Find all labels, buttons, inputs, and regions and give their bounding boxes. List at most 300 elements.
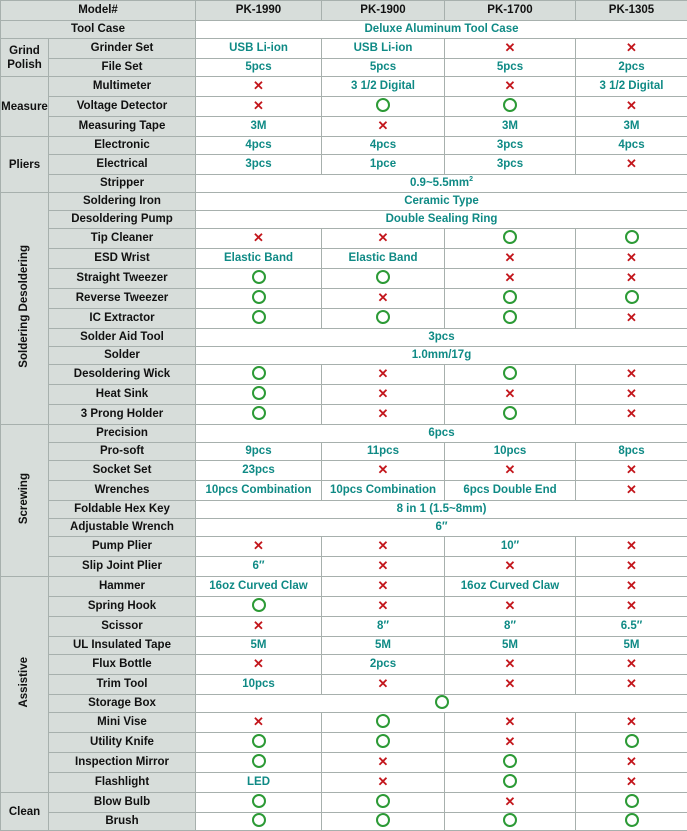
red-cross-icon: ✕: [626, 462, 637, 477]
green-circle-icon: [503, 754, 517, 768]
green-circle-icon: [252, 406, 266, 420]
value-cell: [576, 773, 687, 793]
green-circle-icon: [252, 270, 266, 284]
value-cell: [322, 405, 445, 425]
tool-case-label: Tool Case: [1, 21, 196, 39]
red-cross-icon: ✕: [626, 656, 637, 671]
value-cell: [322, 365, 445, 385]
value-cell: [576, 753, 687, 773]
value-cell: 23pcs: [196, 461, 322, 481]
value-cell: 3M: [196, 117, 322, 137]
value-cell: [322, 289, 445, 309]
table-row: [1, 309, 687, 329]
value-cell: [445, 97, 576, 117]
table-row: [1, 249, 687, 269]
green-circle-icon: [503, 813, 517, 827]
value-cell: [576, 481, 687, 501]
red-cross-icon: ✕: [378, 538, 389, 553]
spanned-value: 6pcs: [196, 425, 687, 443]
table-row: [1, 39, 687, 59]
value-cell: 5pcs: [445, 59, 576, 77]
red-cross-icon: ✕: [505, 794, 516, 809]
value-cell: [322, 309, 445, 329]
item-label: Foldable Hex Key: [49, 501, 196, 519]
table-row: [1, 655, 687, 675]
value-cell: 16oz Curved Claw: [445, 577, 576, 597]
green-circle-icon: [503, 290, 517, 304]
red-cross-icon: ✕: [626, 482, 637, 497]
value-cell: [576, 713, 687, 733]
value-cell: 10pcs Combination: [196, 481, 322, 501]
red-cross-icon: ✕: [505, 558, 516, 573]
tool-case-row: [1, 21, 687, 39]
red-cross-icon: ✕: [378, 676, 389, 691]
item-label: Brush: [49, 813, 196, 831]
item-label: Stripper: [49, 175, 196, 193]
red-cross-icon: ✕: [253, 714, 264, 729]
value-cell: [322, 269, 445, 289]
value-cell: 10pcs: [445, 443, 576, 461]
value-cell: [576, 405, 687, 425]
value-cell: USB Li-ion: [196, 39, 322, 59]
red-cross-icon: ✕: [378, 754, 389, 769]
item-label: Grinder Set: [49, 39, 196, 59]
model-label: Model#: [1, 1, 196, 21]
green-circle-icon: [503, 230, 517, 244]
red-cross-icon: ✕: [505, 656, 516, 671]
value-cell: 3pcs: [445, 155, 576, 175]
value-cell: [576, 249, 687, 269]
value-cell: [322, 97, 445, 117]
item-label: Utility Knife: [49, 733, 196, 753]
item-label: Tip Cleaner: [49, 229, 196, 249]
red-cross-icon: ✕: [378, 578, 389, 593]
item-label: UL Insulated Tape: [49, 637, 196, 655]
spanned-value: Ceramic Type: [196, 193, 687, 211]
value-cell: [445, 461, 576, 481]
value-cell: [576, 577, 687, 597]
green-circle-icon: [252, 386, 266, 400]
value-cell: 8″: [445, 617, 576, 637]
item-label: Heat Sink: [49, 385, 196, 405]
table-row: [1, 229, 687, 249]
red-cross-icon: ✕: [505, 462, 516, 477]
table-row: [1, 443, 687, 461]
table-row: [1, 405, 687, 425]
table-row: [1, 713, 687, 733]
model-header: PK-1700: [445, 1, 576, 21]
value-cell: [576, 229, 687, 249]
red-cross-icon: ✕: [626, 774, 637, 789]
value-cell: [196, 733, 322, 753]
item-label: Socket Set: [49, 461, 196, 481]
item-label: Flashlight: [49, 773, 196, 793]
item-label: Mini Vise: [49, 713, 196, 733]
red-cross-icon: ✕: [626, 156, 637, 171]
table-row: [1, 557, 687, 577]
item-label: Soldering Iron: [49, 193, 196, 211]
item-label: ESD Wrist: [49, 249, 196, 269]
table-row: [1, 59, 687, 77]
green-circle-icon: [252, 794, 266, 808]
value-cell: [196, 269, 322, 289]
red-cross-icon: ✕: [505, 714, 516, 729]
table-row: [1, 537, 687, 557]
table-row: [1, 577, 687, 597]
table-row: [1, 97, 687, 117]
value-cell: [445, 385, 576, 405]
item-label: Slip Joint Plier: [49, 557, 196, 577]
red-cross-icon: ✕: [505, 78, 516, 93]
green-circle-icon: [625, 813, 639, 827]
table-row: [1, 773, 687, 793]
group-label: Grind Polish: [1, 39, 49, 77]
value-cell: [576, 597, 687, 617]
red-cross-icon: ✕: [378, 290, 389, 305]
value-cell: [322, 229, 445, 249]
group-label: Measure: [1, 77, 49, 137]
green-circle-icon: [252, 598, 266, 612]
value-cell: [322, 461, 445, 481]
item-label: Solder Aid Tool: [49, 329, 196, 347]
red-cross-icon: ✕: [378, 598, 389, 613]
red-cross-icon: ✕: [253, 618, 264, 633]
value-cell: [322, 733, 445, 753]
value-cell: [196, 97, 322, 117]
table-row: [1, 813, 687, 831]
table-row: [1, 733, 687, 753]
red-cross-icon: ✕: [626, 270, 637, 285]
table-row: [1, 175, 687, 193]
value-cell: 8pcs: [576, 443, 687, 461]
value-cell: [445, 229, 576, 249]
item-label: Multimeter: [49, 77, 196, 97]
value-cell: 10pcs: [196, 675, 322, 695]
item-label: Reverse Tweezer: [49, 289, 196, 309]
green-circle-icon: [503, 774, 517, 788]
value-cell: 3pcs: [445, 137, 576, 155]
group-label: Clean: [1, 793, 49, 831]
red-cross-icon: ✕: [626, 538, 637, 553]
table-row: [1, 461, 687, 481]
table-row: [1, 269, 687, 289]
table-row: [1, 155, 687, 175]
value-cell: [576, 155, 687, 175]
value-cell: Elastic Band: [322, 249, 445, 269]
red-cross-icon: ✕: [253, 78, 264, 93]
item-label: Scissor: [49, 617, 196, 637]
value-cell: 1pce: [322, 155, 445, 175]
value-cell: USB Li-ion: [322, 39, 445, 59]
group-label: [1, 425, 49, 577]
green-circle-icon: [252, 734, 266, 748]
green-circle-icon: [376, 734, 390, 748]
value-cell: [196, 597, 322, 617]
item-label: Measuring Tape: [49, 117, 196, 137]
value-cell: 10pcs Combination: [322, 481, 445, 501]
value-cell: [445, 309, 576, 329]
table-row: [1, 519, 687, 537]
value-cell: 6pcs Double End: [445, 481, 576, 501]
spanned-value: 3pcs: [196, 329, 687, 347]
red-cross-icon: ✕: [378, 462, 389, 477]
red-cross-icon: ✕: [626, 406, 637, 421]
item-label: Voltage Detector: [49, 97, 196, 117]
red-cross-icon: ✕: [626, 714, 637, 729]
table-row: [1, 211, 687, 229]
red-cross-icon: ✕: [505, 270, 516, 285]
value-cell: [196, 385, 322, 405]
item-label: Pump Plier: [49, 537, 196, 557]
red-cross-icon: ✕: [378, 230, 389, 245]
group-label-text: Soldering Desoldering: [18, 245, 31, 368]
item-label: Electrical: [49, 155, 196, 175]
table-row: [1, 425, 687, 443]
value-cell: 5M: [445, 637, 576, 655]
item-label: Flux Bottle: [49, 655, 196, 675]
red-cross-icon: ✕: [378, 386, 389, 401]
red-cross-icon: ✕: [626, 754, 637, 769]
value-cell: [322, 753, 445, 773]
value-cell: [196, 289, 322, 309]
value-cell: [576, 97, 687, 117]
model-header: PK-1305: [576, 1, 687, 21]
red-cross-icon: ✕: [626, 386, 637, 401]
value-cell: [576, 793, 687, 813]
group-label: [1, 193, 49, 425]
value-cell: [196, 713, 322, 733]
value-cell: [576, 675, 687, 695]
value-cell: [322, 537, 445, 557]
value-cell: 5M: [196, 637, 322, 655]
green-circle-icon: [625, 290, 639, 304]
value-cell: [196, 77, 322, 97]
value-cell: [445, 77, 576, 97]
value-cell: [445, 365, 576, 385]
value-cell: [322, 557, 445, 577]
item-label: File Set: [49, 59, 196, 77]
value-cell: [445, 753, 576, 773]
table-row: [1, 501, 687, 519]
value-cell: [322, 597, 445, 617]
value-cell: [576, 537, 687, 557]
table-row: [1, 481, 687, 501]
value-cell: 3M: [445, 117, 576, 137]
table-row: [1, 347, 687, 365]
value-cell: 5M: [322, 637, 445, 655]
item-label: Blow Bulb: [49, 793, 196, 813]
value-cell: 8″: [322, 617, 445, 637]
value-cell: [576, 655, 687, 675]
value-cell: 6.5″: [576, 617, 687, 637]
value-cell: [196, 617, 322, 637]
spanned-value: 1.0mm/17g: [196, 347, 687, 365]
red-cross-icon: ✕: [378, 774, 389, 789]
red-cross-icon: ✕: [505, 250, 516, 265]
header-row: [1, 1, 687, 21]
value-cell: [196, 793, 322, 813]
red-cross-icon: ✕: [253, 230, 264, 245]
value-cell: [322, 793, 445, 813]
table-row: [1, 385, 687, 405]
table-row: [1, 793, 687, 813]
red-cross-icon: ✕: [626, 98, 637, 113]
value-cell: [196, 537, 322, 557]
item-label: Pro-soft: [49, 443, 196, 461]
value-cell: 9pcs: [196, 443, 322, 461]
red-cross-icon: ✕: [253, 98, 264, 113]
value-cell: [445, 557, 576, 577]
value-cell: Elastic Band: [196, 249, 322, 269]
value-cell: 4pcs: [322, 137, 445, 155]
value-cell: 5pcs: [322, 59, 445, 77]
group-label: [1, 577, 49, 793]
red-cross-icon: ✕: [253, 538, 264, 553]
item-label: Spring Hook: [49, 597, 196, 617]
table-row: [1, 637, 687, 655]
green-circle-icon: [252, 813, 266, 827]
red-cross-icon: ✕: [626, 310, 637, 325]
table-row: [1, 597, 687, 617]
green-circle-icon: [376, 270, 390, 284]
value-cell: [322, 675, 445, 695]
red-cross-icon: ✕: [505, 40, 516, 55]
value-cell: 6″: [196, 557, 322, 577]
value-cell: [576, 309, 687, 329]
green-circle-icon: [252, 754, 266, 768]
green-circle-icon: [625, 230, 639, 244]
value-cell: [576, 269, 687, 289]
red-cross-icon: ✕: [505, 676, 516, 691]
model-header: PK-1990: [196, 1, 322, 21]
table-row: [1, 329, 687, 347]
item-label: Adjustable Wrench: [49, 519, 196, 537]
spanned-value: Double Sealing Ring: [196, 211, 687, 229]
value-cell: 10″: [445, 537, 576, 557]
value-cell: [322, 117, 445, 137]
red-cross-icon: ✕: [505, 386, 516, 401]
green-circle-icon: [376, 310, 390, 324]
value-cell: [196, 309, 322, 329]
item-label: IC Extractor: [49, 309, 196, 329]
value-cell: [445, 813, 576, 831]
table-row: [1, 77, 687, 97]
value-cell: [322, 385, 445, 405]
red-cross-icon: ✕: [505, 734, 516, 749]
red-cross-icon: ✕: [626, 578, 637, 593]
table-row: [1, 617, 687, 637]
value-cell: [576, 813, 687, 831]
value-cell: 5pcs: [196, 59, 322, 77]
table-row: [1, 117, 687, 137]
value-cell: 2pcs: [576, 59, 687, 77]
table-row: [1, 365, 687, 385]
value-cell: [445, 39, 576, 59]
green-circle-icon: [376, 794, 390, 808]
table-row: [1, 137, 687, 155]
green-circle-icon: [376, 813, 390, 827]
value-cell: 4pcs: [576, 137, 687, 155]
value-cell: [445, 655, 576, 675]
green-circle-icon: [503, 98, 517, 112]
red-cross-icon: ✕: [378, 406, 389, 421]
item-label: Wrenches: [49, 481, 196, 501]
value-cell: [322, 577, 445, 597]
value-cell: 2pcs: [322, 655, 445, 675]
value-cell: 3 1/2 Digital: [322, 77, 445, 97]
value-cell: [576, 733, 687, 753]
green-circle-icon: [435, 695, 449, 709]
item-label: Solder: [49, 347, 196, 365]
item-label: Hammer: [49, 577, 196, 597]
value-cell: 11pcs: [322, 443, 445, 461]
value-cell: 5M: [576, 637, 687, 655]
red-cross-icon: ✕: [378, 558, 389, 573]
value-cell: [322, 773, 445, 793]
value-cell: [576, 557, 687, 577]
green-circle-icon: [503, 366, 517, 380]
value-cell: [196, 405, 322, 425]
red-cross-icon: ✕: [378, 118, 389, 133]
green-circle-icon: [503, 310, 517, 324]
model-header: PK-1900: [322, 1, 445, 21]
item-label: Inspection Mirror: [49, 753, 196, 773]
red-cross-icon: ✕: [378, 366, 389, 381]
value-cell: [322, 713, 445, 733]
value-cell: [322, 813, 445, 831]
value-cell: [196, 813, 322, 831]
red-cross-icon: ✕: [626, 598, 637, 613]
item-label: Desoldering Pump: [49, 211, 196, 229]
red-cross-icon: ✕: [253, 656, 264, 671]
value-cell: [196, 229, 322, 249]
value-cell: [576, 365, 687, 385]
green-circle-icon: [252, 366, 266, 380]
value-cell: 3M: [576, 117, 687, 137]
item-label: Straight Tweezer: [49, 269, 196, 289]
item-label: Desoldering Wick: [49, 365, 196, 385]
value-cell: [445, 405, 576, 425]
red-cross-icon: ✕: [626, 250, 637, 265]
item-label: Storage Box: [49, 695, 196, 713]
value-cell: [196, 655, 322, 675]
value-cell: LED: [196, 773, 322, 793]
spanned-value: $0.9\sim 5.5mm^2$: [196, 175, 687, 193]
group-label-text: Screwing: [18, 473, 31, 524]
value-cell: [445, 269, 576, 289]
red-cross-icon: ✕: [626, 366, 637, 381]
green-circle-icon: [376, 714, 390, 728]
value-cell: [196, 753, 322, 773]
green-circle-icon: [625, 734, 639, 748]
table-row: [1, 753, 687, 773]
value-cell: [445, 793, 576, 813]
green-circle-icon: [625, 794, 639, 808]
table-row: [1, 193, 687, 211]
value-cell: [445, 713, 576, 733]
item-label: 3 Prong Holder: [49, 405, 196, 425]
red-cross-icon: ✕: [626, 40, 637, 55]
value-cell: [445, 289, 576, 309]
item-label: Precision: [49, 425, 196, 443]
green-circle-icon: [252, 290, 266, 304]
red-cross-icon: ✕: [626, 676, 637, 691]
green-circle-icon: [503, 406, 517, 420]
green-circle-icon: [252, 310, 266, 324]
value-cell: 3 1/2 Digital: [576, 77, 687, 97]
value-cell: [445, 733, 576, 753]
item-label: Trim Tool: [49, 675, 196, 695]
